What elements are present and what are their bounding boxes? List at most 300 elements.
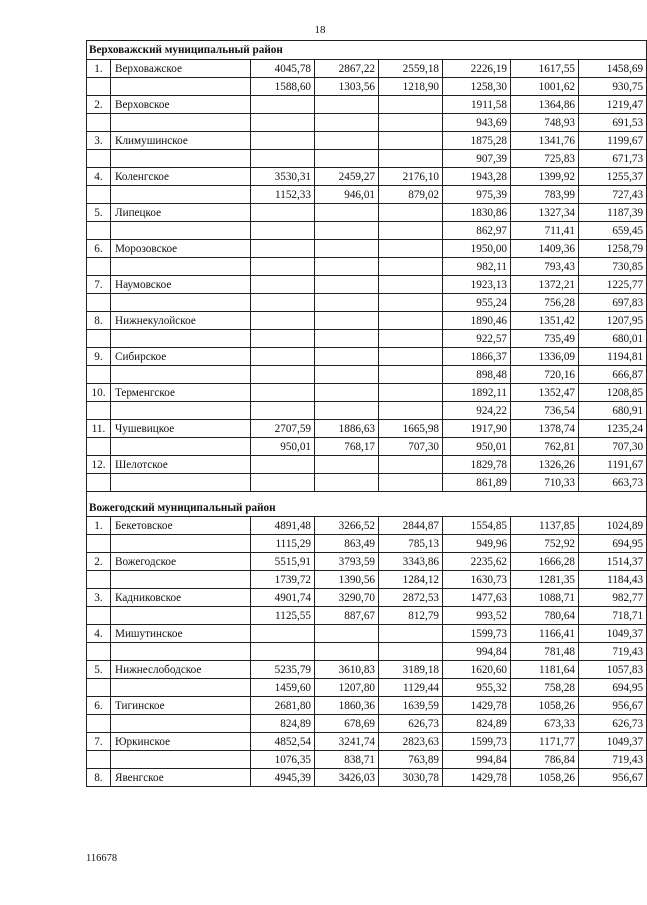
value-cell: 3030,78: [379, 769, 443, 787]
section-title: Верховажский муниципальный район: [87, 41, 647, 60]
row-index: [87, 535, 111, 553]
value-cell: 2823,63: [379, 733, 443, 751]
settlement-name: Сибирское: [111, 348, 251, 366]
row-index: 9.: [87, 348, 111, 366]
value-cell: 3290,70: [315, 589, 379, 607]
value-cell: [251, 222, 315, 240]
settlement-name: [111, 643, 251, 661]
value-cell: 1187,39: [579, 204, 647, 222]
value-cell: [315, 240, 379, 258]
table-row: [87, 168, 647, 186]
value-cell: 725,83: [511, 150, 579, 168]
value-cell: 982,11: [443, 258, 511, 276]
value-cell: 2226,19: [443, 60, 511, 78]
page-number: 18: [314, 24, 326, 36]
row-index: 4.: [87, 625, 111, 643]
value-cell: 2872,53: [379, 589, 443, 607]
value-cell: 711,41: [511, 222, 579, 240]
settlement-name: Шелотское: [111, 456, 251, 474]
value-cell: [315, 222, 379, 240]
value-cell: 1352,47: [511, 384, 579, 402]
value-cell: 1235,24: [579, 420, 647, 438]
row-index: 7.: [87, 276, 111, 294]
value-cell: 1258,30: [443, 78, 511, 96]
value-cell: 3530,31: [251, 168, 315, 186]
table-row: [87, 751, 647, 769]
table-row: [87, 96, 647, 114]
value-cell: 1184,43: [579, 571, 647, 589]
value-cell: [379, 276, 443, 294]
value-cell: 955,24: [443, 294, 511, 312]
table-row: [87, 204, 647, 222]
row-index: 8.: [87, 769, 111, 787]
value-cell: 763,89: [379, 751, 443, 769]
value-cell: 824,89: [443, 715, 511, 733]
value-cell: 1057,83: [579, 661, 647, 679]
value-cell: 887,67: [315, 607, 379, 625]
value-cell: 994,84: [443, 751, 511, 769]
value-cell: 956,67: [579, 769, 647, 787]
row-index: 2.: [87, 553, 111, 571]
value-cell: 924,22: [443, 402, 511, 420]
settlement-name: [111, 366, 251, 384]
value-cell: 1409,36: [511, 240, 579, 258]
table-row: [87, 348, 647, 366]
value-cell: 1378,74: [511, 420, 579, 438]
value-cell: 982,77: [579, 589, 647, 607]
value-cell: 4901,74: [251, 589, 315, 607]
settlement-name: [111, 114, 251, 132]
value-cell: [315, 312, 379, 330]
value-cell: 1630,73: [443, 571, 511, 589]
row-index: [87, 715, 111, 733]
value-cell: 697,83: [579, 294, 647, 312]
value-cell: [251, 366, 315, 384]
value-cell: [379, 96, 443, 114]
table-row: [87, 715, 647, 733]
value-cell: 663,73: [579, 474, 647, 492]
settlement-name: [111, 474, 251, 492]
value-cell: 786,84: [511, 751, 579, 769]
value-cell: 2867,22: [315, 60, 379, 78]
table-row: [87, 517, 647, 535]
row-index: 7.: [87, 733, 111, 751]
value-cell: 1336,09: [511, 348, 579, 366]
value-cell: 1372,21: [511, 276, 579, 294]
value-cell: 762,81: [511, 438, 579, 456]
table-row: [87, 222, 647, 240]
row-index: 8.: [87, 312, 111, 330]
value-cell: 879,02: [379, 186, 443, 204]
value-cell: [315, 276, 379, 294]
settlement-name: [111, 751, 251, 769]
value-cell: 1665,98: [379, 420, 443, 438]
value-cell: [379, 294, 443, 312]
value-cell: 730,85: [579, 258, 647, 276]
value-cell: 1208,85: [579, 384, 647, 402]
value-cell: [379, 312, 443, 330]
settlement-name: Бекетовское: [111, 517, 251, 535]
value-cell: 719,43: [579, 751, 647, 769]
row-index: [87, 474, 111, 492]
value-cell: 1514,37: [579, 553, 647, 571]
value-cell: 707,30: [579, 438, 647, 456]
settlement-name: [111, 186, 251, 204]
value-cell: [315, 114, 379, 132]
value-cell: 1024,89: [579, 517, 647, 535]
tariff-table: [86, 40, 647, 787]
table-row: [87, 150, 647, 168]
settlement-name: Наумовское: [111, 276, 251, 294]
value-cell: [315, 96, 379, 114]
settlement-name: [111, 607, 251, 625]
value-cell: 673,33: [511, 715, 579, 733]
value-cell: 946,01: [315, 186, 379, 204]
value-cell: 1001,62: [511, 78, 579, 96]
table-row: [87, 733, 647, 751]
row-index: [87, 402, 111, 420]
table-row: [87, 553, 647, 571]
table-row: [87, 420, 647, 438]
settlement-name: [111, 78, 251, 96]
value-cell: 1923,13: [443, 276, 511, 294]
value-cell: [251, 96, 315, 114]
value-cell: 1886,63: [315, 420, 379, 438]
value-cell: 3189,18: [379, 661, 443, 679]
row-index: 4.: [87, 168, 111, 186]
table-row: [87, 438, 647, 456]
row-index: 6.: [87, 240, 111, 258]
value-cell: 950,01: [251, 438, 315, 456]
value-cell: 1364,86: [511, 96, 579, 114]
table-row: [87, 535, 647, 553]
value-cell: 1171,77: [511, 733, 579, 751]
value-cell: 1194,81: [579, 348, 647, 366]
settlement-name: Липецкое: [111, 204, 251, 222]
value-cell: 1390,56: [315, 571, 379, 589]
value-cell: 659,45: [579, 222, 647, 240]
value-cell: [315, 625, 379, 643]
value-cell: [379, 204, 443, 222]
row-index: [87, 643, 111, 661]
settlement-name: Коленгское: [111, 168, 251, 186]
value-cell: 2559,18: [379, 60, 443, 78]
value-cell: 718,71: [579, 607, 647, 625]
settlement-name: Мишутинское: [111, 625, 251, 643]
value-cell: 1599,73: [443, 733, 511, 751]
value-cell: 3266,52: [315, 517, 379, 535]
value-cell: [315, 384, 379, 402]
row-index: [87, 294, 111, 312]
value-cell: 626,73: [379, 715, 443, 733]
value-cell: [315, 150, 379, 168]
value-cell: 1458,69: [579, 60, 647, 78]
value-cell: 862,97: [443, 222, 511, 240]
value-cell: [251, 150, 315, 168]
settlement-name: Кадниковское: [111, 589, 251, 607]
settlement-name: [111, 222, 251, 240]
row-index: [87, 258, 111, 276]
row-index: 5.: [87, 204, 111, 222]
settlement-name: Нижнеслободское: [111, 661, 251, 679]
value-cell: 1219,47: [579, 96, 647, 114]
value-cell: 1058,26: [511, 769, 579, 787]
value-cell: 5235,79: [251, 661, 315, 679]
section-title: Вожегодский муниципальный район: [87, 492, 647, 517]
value-cell: 1049,37: [579, 733, 647, 751]
table-row: [87, 769, 647, 787]
value-cell: [315, 204, 379, 222]
value-cell: [251, 348, 315, 366]
value-cell: 1429,78: [443, 769, 511, 787]
value-cell: 956,67: [579, 697, 647, 715]
table-row: [87, 607, 647, 625]
value-cell: [315, 402, 379, 420]
value-cell: 861,89: [443, 474, 511, 492]
row-index: [87, 571, 111, 589]
table-row: [87, 661, 647, 679]
table-row: [87, 589, 647, 607]
value-cell: 781,48: [511, 643, 579, 661]
table-row: [87, 679, 647, 697]
value-cell: 1166,41: [511, 625, 579, 643]
value-cell: 4945,39: [251, 769, 315, 787]
value-cell: 758,28: [511, 679, 579, 697]
value-cell: [379, 114, 443, 132]
value-cell: [251, 294, 315, 312]
value-cell: [315, 348, 379, 366]
value-cell: 1459,60: [251, 679, 315, 697]
value-cell: 2681,80: [251, 697, 315, 715]
settlement-name: Тигинское: [111, 697, 251, 715]
settlement-name: Вожегодское: [111, 553, 251, 571]
settlement-name: Верховское: [111, 96, 251, 114]
value-cell: 930,75: [579, 78, 647, 96]
settlement-name: Явенгское: [111, 769, 251, 787]
value-cell: 680,01: [579, 330, 647, 348]
table-row: [87, 258, 647, 276]
table-row: [87, 643, 647, 661]
value-cell: 678,69: [315, 715, 379, 733]
value-cell: 756,28: [511, 294, 579, 312]
row-index: [87, 366, 111, 384]
value-cell: [379, 456, 443, 474]
settlement-name: Морозовское: [111, 240, 251, 258]
value-cell: [251, 240, 315, 258]
value-cell: 694,95: [579, 535, 647, 553]
value-cell: 1281,35: [511, 571, 579, 589]
table-row: [87, 366, 647, 384]
table-row: [87, 330, 647, 348]
value-cell: [251, 114, 315, 132]
value-cell: 3426,03: [315, 769, 379, 787]
settlement-name: Верховажское: [111, 60, 251, 78]
table-body: [87, 41, 647, 787]
table-row: [87, 384, 647, 402]
value-cell: [379, 150, 443, 168]
value-cell: [315, 294, 379, 312]
value-cell: [251, 456, 315, 474]
value-cell: [379, 222, 443, 240]
value-cell: 1829,78: [443, 456, 511, 474]
row-index: [87, 751, 111, 769]
value-cell: 1225,77: [579, 276, 647, 294]
table-row: [87, 276, 647, 294]
value-cell: 1617,55: [511, 60, 579, 78]
table-row: [87, 312, 647, 330]
value-cell: 1303,56: [315, 78, 379, 96]
value-cell: 1191,67: [579, 456, 647, 474]
table-row: [87, 474, 647, 492]
value-cell: 1890,46: [443, 312, 511, 330]
value-cell: 3610,83: [315, 661, 379, 679]
value-cell: 785,13: [379, 535, 443, 553]
value-cell: 3343,86: [379, 553, 443, 571]
settlement-name: [111, 535, 251, 553]
value-cell: 680,91: [579, 402, 647, 420]
settlement-name: Климушинское: [111, 132, 251, 150]
value-cell: 1152,33: [251, 186, 315, 204]
table-row: [87, 571, 647, 589]
settlement-name: Терменгское: [111, 384, 251, 402]
value-cell: 752,92: [511, 535, 579, 553]
value-cell: 735,49: [511, 330, 579, 348]
value-cell: 950,01: [443, 438, 511, 456]
value-cell: 1860,36: [315, 697, 379, 715]
table-row: [87, 456, 647, 474]
table-row: [87, 78, 647, 96]
value-cell: 1076,35: [251, 751, 315, 769]
value-cell: 1866,37: [443, 348, 511, 366]
section-header-row: [87, 41, 647, 60]
value-cell: 898,48: [443, 366, 511, 384]
row-index: [87, 186, 111, 204]
table-row: [87, 132, 647, 150]
settlement-name: Чушевицкое: [111, 420, 251, 438]
value-cell: [379, 258, 443, 276]
value-cell: 922,57: [443, 330, 511, 348]
value-cell: 2235,62: [443, 553, 511, 571]
value-cell: 1218,90: [379, 78, 443, 96]
value-cell: 783,99: [511, 186, 579, 204]
section-header-row: [87, 492, 647, 517]
settlement-name: [111, 679, 251, 697]
row-index: [87, 679, 111, 697]
row-index: [87, 330, 111, 348]
value-cell: 3793,59: [315, 553, 379, 571]
row-index: [87, 114, 111, 132]
value-cell: 949,96: [443, 535, 511, 553]
value-cell: 626,73: [579, 715, 647, 733]
row-index: [87, 78, 111, 96]
value-cell: 707,30: [379, 438, 443, 456]
value-cell: 780,64: [511, 607, 579, 625]
value-cell: 1739,72: [251, 571, 315, 589]
table-row: [87, 625, 647, 643]
value-cell: 863,49: [315, 535, 379, 553]
settlement-name: [111, 402, 251, 420]
value-cell: 943,69: [443, 114, 511, 132]
table-row: [87, 402, 647, 420]
row-index: 1.: [87, 517, 111, 535]
value-cell: 994,84: [443, 643, 511, 661]
settlement-name: [111, 330, 251, 348]
value-cell: 1943,28: [443, 168, 511, 186]
value-cell: 671,73: [579, 150, 647, 168]
value-cell: 5515,91: [251, 553, 315, 571]
value-cell: [251, 258, 315, 276]
value-cell: [251, 384, 315, 402]
value-cell: [251, 625, 315, 643]
value-cell: 1429,78: [443, 697, 511, 715]
value-cell: 1911,58: [443, 96, 511, 114]
table-row: [87, 186, 647, 204]
value-cell: 975,39: [443, 186, 511, 204]
settlement-name: Нижнекулойское: [111, 312, 251, 330]
value-cell: 1620,60: [443, 661, 511, 679]
value-cell: 1129,44: [379, 679, 443, 697]
value-cell: 736,54: [511, 402, 579, 420]
value-cell: 1207,95: [579, 312, 647, 330]
value-cell: 1639,59: [379, 697, 443, 715]
value-cell: [251, 330, 315, 348]
value-cell: 1137,85: [511, 517, 579, 535]
table-row: [87, 240, 647, 258]
value-cell: 1207,80: [315, 679, 379, 697]
value-cell: [251, 132, 315, 150]
value-cell: 1666,28: [511, 553, 579, 571]
value-cell: 691,53: [579, 114, 647, 132]
value-cell: 1477,63: [443, 589, 511, 607]
settlement-name: [111, 258, 251, 276]
value-cell: 1049,37: [579, 625, 647, 643]
value-cell: [315, 456, 379, 474]
value-cell: [315, 258, 379, 276]
value-cell: 710,33: [511, 474, 579, 492]
row-index: 3.: [87, 132, 111, 150]
value-cell: 793,43: [511, 258, 579, 276]
value-cell: 824,89: [251, 715, 315, 733]
value-cell: [251, 402, 315, 420]
value-cell: [315, 132, 379, 150]
settlement-name: [111, 438, 251, 456]
value-cell: 666,87: [579, 366, 647, 384]
row-index: 5.: [87, 661, 111, 679]
settlement-name: Юркинское: [111, 733, 251, 751]
row-index: 6.: [87, 697, 111, 715]
value-cell: 3241,74: [315, 733, 379, 751]
value-cell: [379, 330, 443, 348]
value-cell: 1830,86: [443, 204, 511, 222]
value-cell: [379, 384, 443, 402]
value-cell: [315, 643, 379, 661]
value-cell: 4852,54: [251, 733, 315, 751]
value-cell: 1875,28: [443, 132, 511, 150]
value-cell: 4045,78: [251, 60, 315, 78]
table-row: [87, 60, 647, 78]
value-cell: 2844,87: [379, 517, 443, 535]
row-index: 3.: [87, 589, 111, 607]
value-cell: 907,39: [443, 150, 511, 168]
settlement-name: [111, 715, 251, 733]
value-cell: 1588,60: [251, 78, 315, 96]
value-cell: 768,17: [315, 438, 379, 456]
value-cell: 1181,64: [511, 661, 579, 679]
value-cell: 748,93: [511, 114, 579, 132]
value-cell: 1326,26: [511, 456, 579, 474]
value-cell: 727,43: [579, 186, 647, 204]
row-index: 10.: [87, 384, 111, 402]
